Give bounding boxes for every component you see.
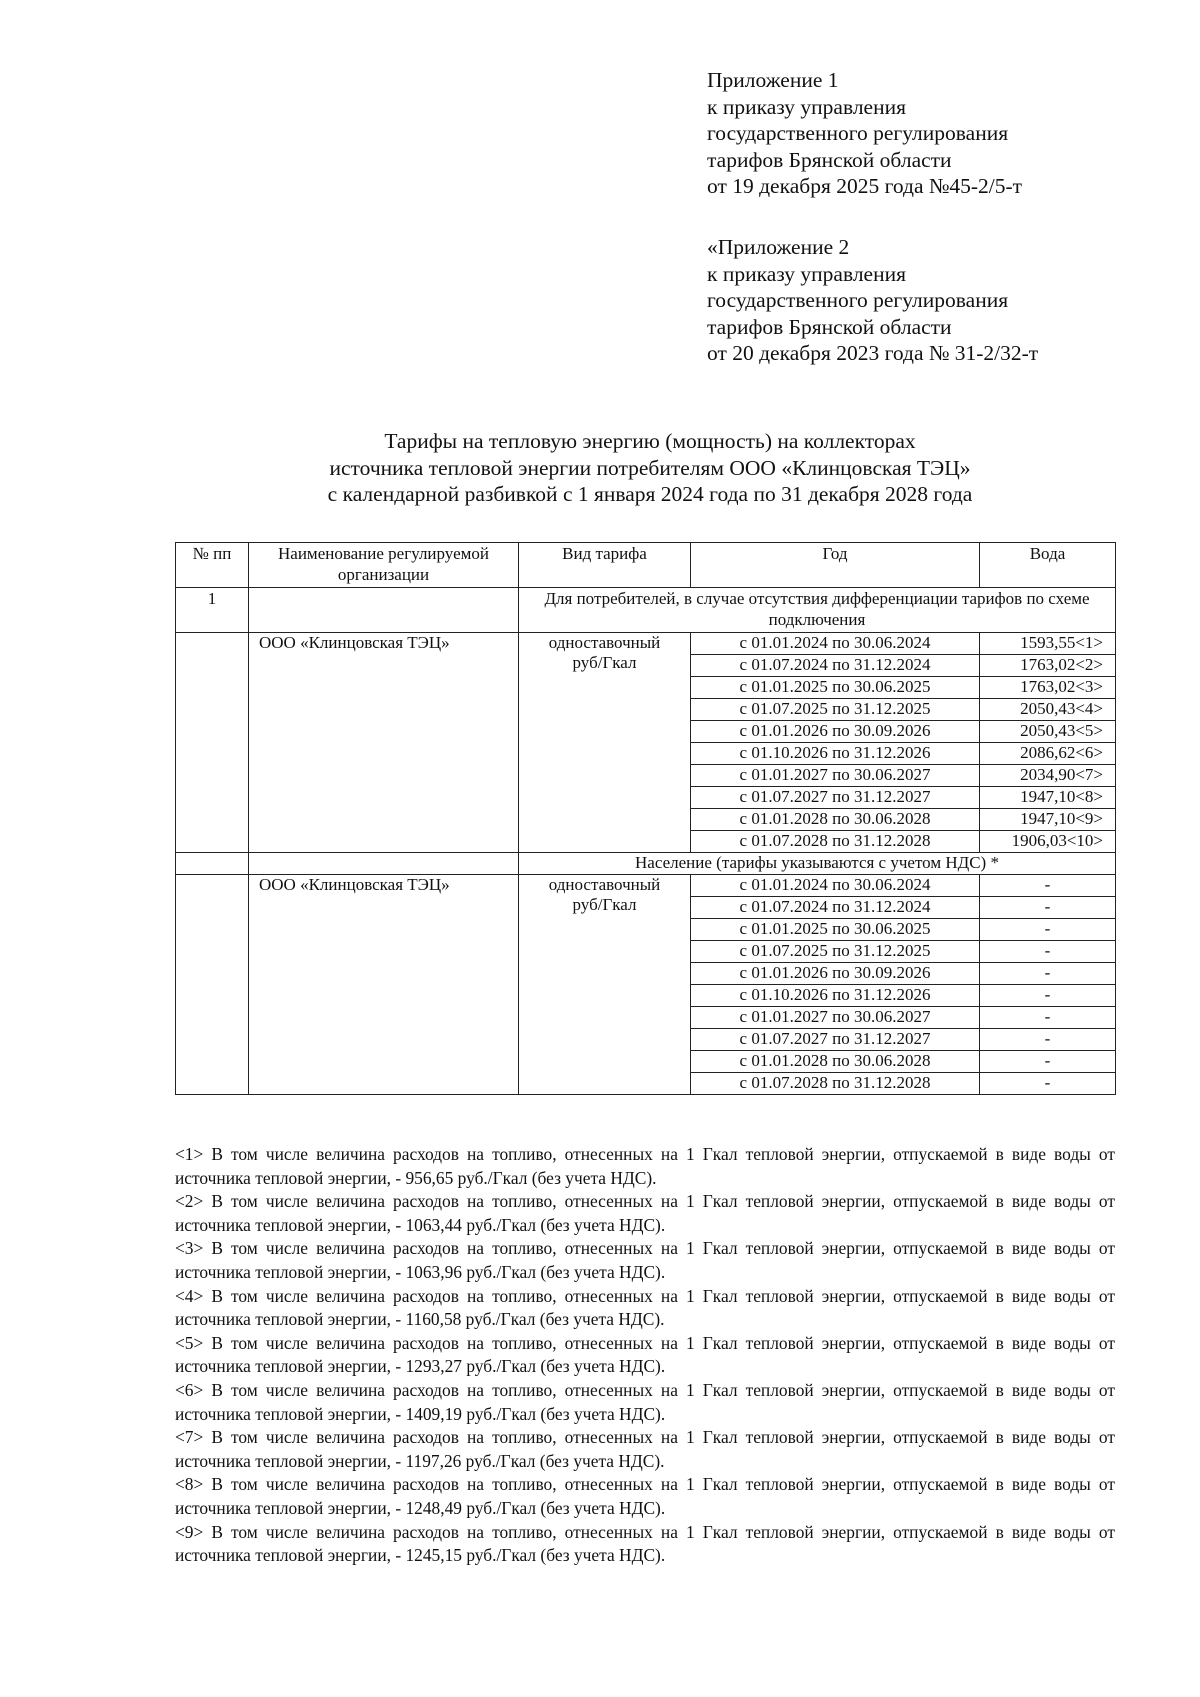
footnote: <4> В том числе величина расходов на топливо, отнесенных на 1 Гкал тепловой энергии, отпускаемой в виде воды от источника тепловой энергии, - 1160,58 руб./Гкал (без учета НДС). xyxy=(175,1285,1115,1330)
water-value-cell: - xyxy=(980,1073,1116,1095)
water-value-cell: - xyxy=(980,897,1116,919)
empty-cell xyxy=(249,588,519,633)
footnote: <8> В том числе величина расходов на топливо, отнесенных на 1 Гкал тепловой энергии, отпускаемой в виде воды от источника тепловой энергии, - 1248,49 руб./Гкал (без учета НДС). xyxy=(175,1474,1115,1518)
water-value-cell: - xyxy=(980,1007,1116,1029)
group-title-consumers: Для потребителей, в случае отсутствия дифференциации тарифов по схеме подключения xyxy=(519,588,1116,633)
period-cell: с 01.01.2024 по 30.06.2024 xyxy=(691,875,980,897)
tariff-type-line: руб/Гкал xyxy=(572,653,637,672)
period-cell: с 01.01.2028 по 30.06.2028 xyxy=(691,1051,980,1073)
row-number: 1 xyxy=(176,588,249,633)
period-cell: с 01.01.2024 по 30.06.2024 xyxy=(691,633,980,655)
water-value-cell: - xyxy=(980,875,1116,897)
period-cell: с 01.07.2025 по 31.12.2025 xyxy=(691,941,980,963)
water-value-cell: - xyxy=(980,919,1116,941)
period-cell: с 01.07.2028 по 31.12.2028 xyxy=(691,1073,980,1095)
appendix-2-header xyxy=(707,234,1038,367)
period-cell: с 01.07.2024 по 31.12.2024 xyxy=(691,897,980,919)
empty-cell xyxy=(176,633,249,853)
period-cell: с 01.07.2027 по 31.12.2027 xyxy=(691,1029,980,1051)
water-value-cell: 1763,02<3> xyxy=(980,677,1116,699)
empty-cell xyxy=(249,853,519,875)
water-value-cell: 2034,90<7> xyxy=(980,765,1116,787)
tariff-table xyxy=(175,542,1116,1095)
period-cell: с 01.01.2026 по 30.09.2026 xyxy=(691,721,980,743)
period-cell: с 01.01.2028 по 30.06.2028 xyxy=(691,809,980,831)
footnote: <7> В том числе величина расходов на топливо, отнесенных на 1 Гкал тепловой энергии, отпускаемой в виде воды от источника тепловой энергии, - 1197,26 руб./Гкал (без учета НДС). xyxy=(175,1427,1115,1471)
org-name: ООО «Клинцовская ТЭЦ» xyxy=(249,875,519,1095)
tariff-type-line: руб/Гкал xyxy=(572,895,637,914)
water-value-cell: 2050,43<4> xyxy=(980,699,1116,721)
tariff-type-line: одноставочный xyxy=(548,875,661,894)
period-cell: с 01.10.2026 по 31.12.2026 xyxy=(691,743,980,765)
water-value-cell: 1947,10<9> xyxy=(980,809,1116,831)
table-row xyxy=(176,875,1116,897)
water-value-cell: 2050,43<5> xyxy=(980,721,1116,743)
title-line: Тарифы на тепловую энергию (мощность) на коллекторах xyxy=(384,429,916,453)
tariff-type xyxy=(519,875,691,1095)
water-value-cell: - xyxy=(980,1029,1116,1051)
footnote: <1> В том числе величина расходов на топливо, отнесенных на 1 Гкал тепловой энергии, отпускаемой в виде воды от источника тепловой энергии, - 956,65 руб./Гкал (без учета НДС). xyxy=(175,1144,1115,1188)
water-value-cell: 1906,03<10> xyxy=(980,831,1116,853)
header-year: Год xyxy=(691,543,980,588)
footnotes xyxy=(175,1143,1115,1568)
group-row-consumers xyxy=(176,588,1116,633)
group-title-population: Население (тарифы указываются с учетом НДС) * xyxy=(519,853,1116,875)
period-cell: с 01.07.2027 по 31.12.2027 xyxy=(691,787,980,809)
period-cell: с 01.01.2025 по 30.06.2025 xyxy=(691,919,980,941)
footnote: <3> В том числе величина расходов на топливо, отнесенных на 1 Гкал тепловой энергии, отпускаемой в виде воды от источника тепловой энергии, - 1063,96 руб./Гкал (без учета НДС). xyxy=(175,1238,1115,1282)
appendix-line: тарифов Брянской области xyxy=(707,314,952,339)
footnote: <9> В том числе величина расходов на топливо, отнесенных на 1 Гкал тепловой энергии, отпускаемой в виде воды от источника тепловой энергии, - 1245,15 руб./Гкал (без учета НДС). xyxy=(175,1521,1115,1566)
water-value-cell: - xyxy=(980,1051,1116,1073)
title-line: источника тепловой энергии потребителям ООО «Клинцовская ТЭЦ» xyxy=(329,455,971,480)
appendix-line: «Приложение 2 xyxy=(707,235,850,259)
appendix-line: к приказу управления xyxy=(707,94,907,119)
period-cell: с 01.01.2027 по 30.06.2027 xyxy=(691,1007,980,1029)
appendix-line: к приказу управления xyxy=(707,261,907,286)
appendix-line: государственного регулирования xyxy=(707,121,1009,146)
period-cell: с 01.01.2025 по 30.06.2025 xyxy=(691,677,980,699)
period-cell: с 01.07.2028 по 31.12.2028 xyxy=(691,831,980,853)
water-value-cell: - xyxy=(980,941,1116,963)
appendix-line: государственного регулирования xyxy=(707,288,1009,313)
group-row-population xyxy=(176,853,1116,875)
water-value-cell: 1763,02<2> xyxy=(980,655,1116,677)
period-cell: с 01.07.2024 по 31.12.2024 xyxy=(691,655,980,677)
period-cell: с 01.10.2026 по 31.12.2026 xyxy=(691,985,980,1007)
water-value-cell: 1593,55<1> xyxy=(980,633,1116,655)
header-num: № пп xyxy=(176,543,249,588)
appendix-line: от 19 декабря 2025 года №45-2/5-т xyxy=(707,174,1023,199)
appendix-line: тарифов Брянской области xyxy=(707,147,952,172)
footnote: <5> В том числе величина расходов на топливо, отнесенных на 1 Гкал тепловой энергии, отпускаемой в виде воды от источника тепловой энергии, - 1293,27 руб./Гкал (без учета НДС). xyxy=(175,1332,1115,1377)
water-value-cell: 1947,10<8> xyxy=(980,787,1116,809)
empty-cell xyxy=(176,853,249,875)
tariff-type xyxy=(519,633,691,853)
tariff-type-line: одноставочный xyxy=(548,633,661,652)
period-cell: с 01.01.2027 по 30.06.2027 xyxy=(691,765,980,787)
appendix-line: от 20 декабря 2023 года № 31-2/32-т xyxy=(707,341,1039,366)
footnote: <2> В том числе величина расходов на топливо, отнесенных на 1 Гкал тепловой энергии, отпускаемой в виде воды от источника тепловой энергии, - 1063,44 руб./Гкал (без учета НДС). xyxy=(175,1191,1115,1235)
period-cell: с 01.01.2026 по 30.09.2026 xyxy=(691,963,980,985)
org-name: ООО «Клинцовская ТЭЦ» xyxy=(249,633,519,853)
header-org: Наименование регулируемой организации xyxy=(249,543,519,588)
water-value-cell: 2086,62<6> xyxy=(980,743,1116,765)
water-value-cell: - xyxy=(980,985,1116,1007)
footnote: <6> В том числе величина расходов на топливо, отнесенных на 1 Гкал тепловой энергии, отпускаемой в виде воды от источника тепловой энергии, - 1409,19 руб./Гкал (без учета НДС). xyxy=(175,1379,1115,1424)
water-value-cell: - xyxy=(980,963,1116,985)
header-water: Вода xyxy=(980,543,1116,588)
appendix-line: Приложение 1 xyxy=(707,68,839,92)
title-line: с календарной разбивкой с 1 января 2024 года по 31 декабря 2028 года xyxy=(327,482,973,507)
table-row xyxy=(176,633,1116,655)
period-cell: с 01.07.2025 по 31.12.2025 xyxy=(691,699,980,721)
document-title xyxy=(175,428,1125,508)
empty-cell xyxy=(176,875,249,1095)
header-type: Вид тарифа xyxy=(519,543,691,588)
table-header-row xyxy=(176,543,1116,588)
appendix-1-header xyxy=(707,67,1022,200)
